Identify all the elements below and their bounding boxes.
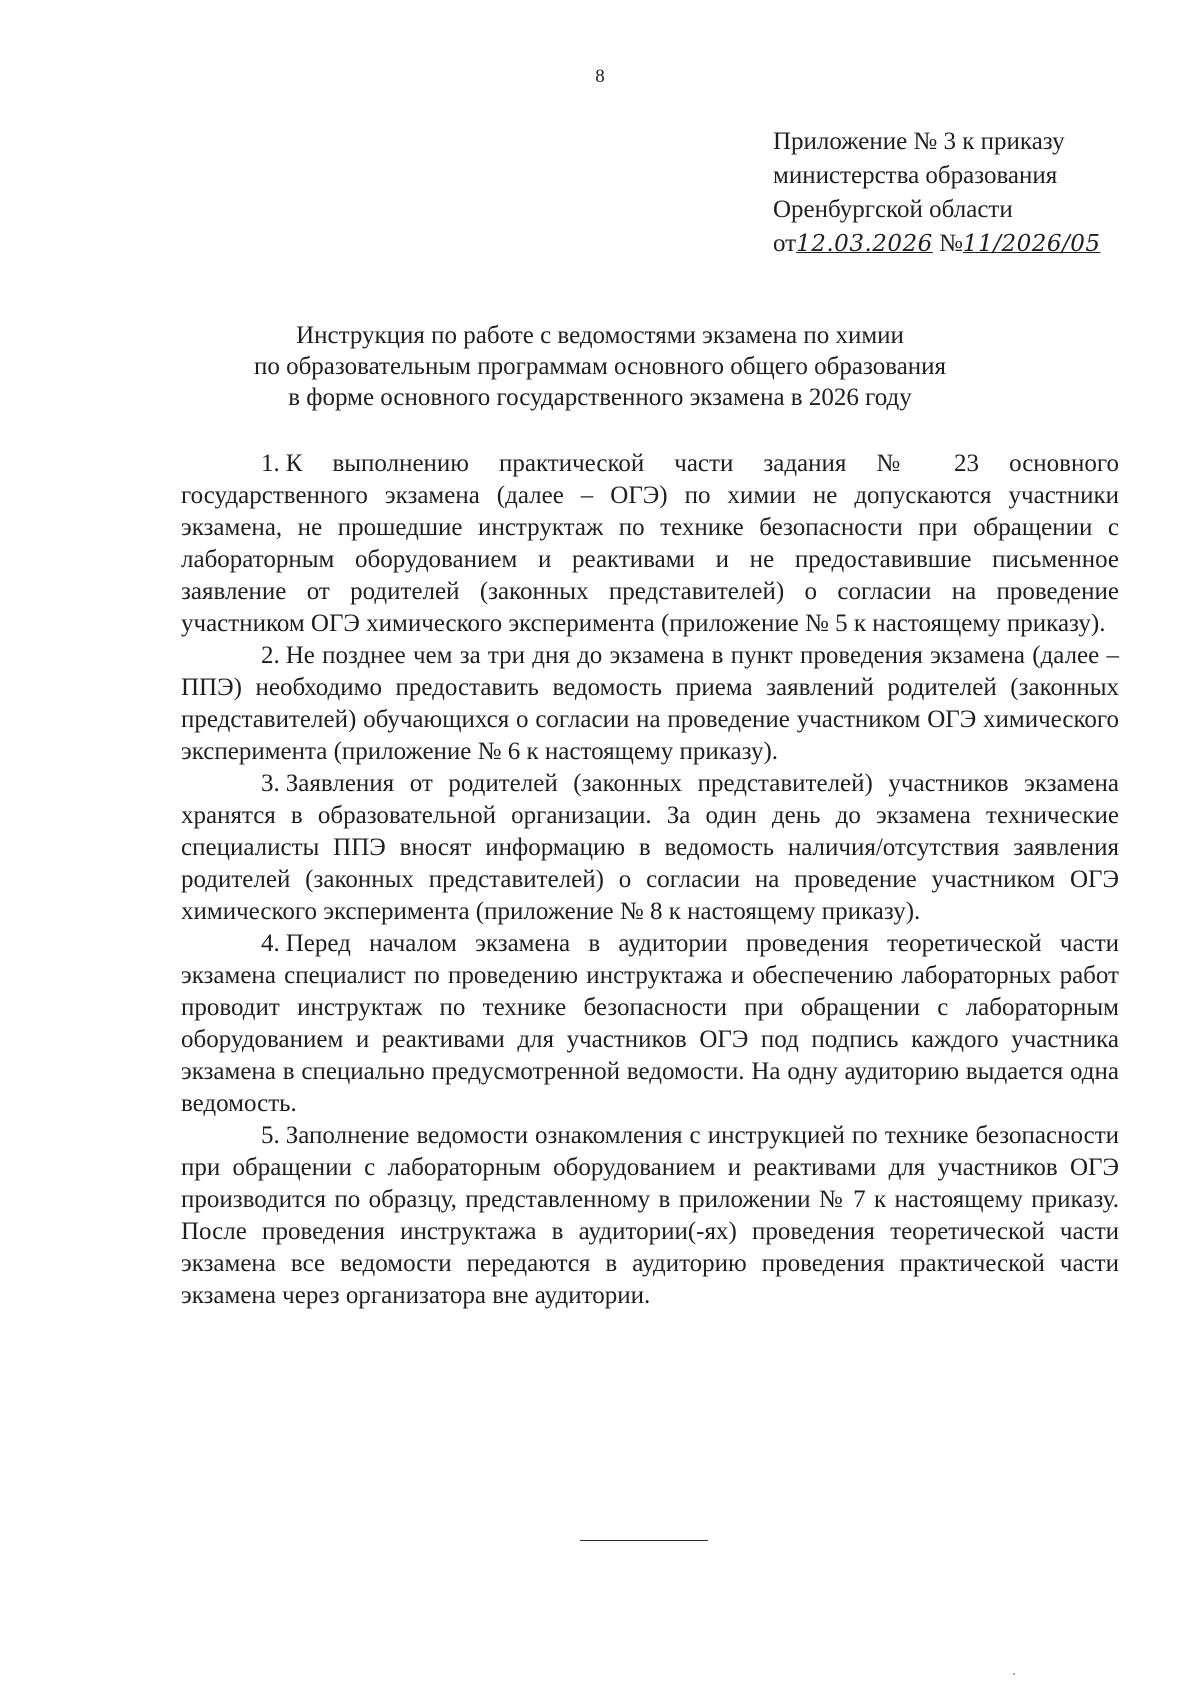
number-label: №	[939, 230, 963, 257]
document-body	[181, 448, 1119, 1312]
paragraph-number: 4.	[261, 930, 280, 957]
paragraph-number: 5.	[261, 1122, 280, 1149]
paragraph-text: Заявления от родителей (законных представителей) участников экзамена хранятся в образовательной организации. За один день до экзамена технические специалисты ППЭ вносят информацию в ведомость наличия/отсутствия заявления родителей (законных представителей) о согласии на проведение участником ОГЭ химического эксперимента (приложение № 8 к настоящему приказу).	[181, 770, 1119, 925]
appendix-line-1: Приложение № 3 к приказу	[773, 128, 1065, 155]
appendix-line-2: министерства образования	[773, 162, 1058, 189]
title-line-2: по образовательным программам основного общего образования	[253, 353, 947, 380]
paragraph-text: Перед началом экзамена в аудитории проведения теоретической части экзамена специалист по проведению инструктажа и обеспечению лабораторных работ проводит инструктаж по технике безопасности при обращении с лабораторным оборудованием и реактивами для участников ОГЭ под подпись каждого участника экзамена в специально предусмотренной ведомости. На одну аудиторию выдается одна ведомость.	[181, 930, 1119, 1117]
paragraph-3	[181, 768, 1119, 928]
paragraph-number: 1.	[261, 450, 280, 477]
paragraph-text: Не позднее чем за три дня до экзамена в пункт проведения экзамена (далее – ППЭ) необходимо предоставить ведомость приема заявлений родителей (законных представителей) обучающихся о согласии на проведение участником ОГЭ химического эксперимента (приложение № 6 к настоящему приказу).	[181, 642, 1119, 765]
paragraph-2	[181, 640, 1119, 768]
appendix-date-number-line	[773, 227, 1101, 261]
handwritten-date: 12.03.2026	[796, 231, 933, 257]
title-line-3: в форме основного государственного экзамена в 2026 году	[288, 384, 912, 411]
paragraph-number: 3.	[261, 770, 280, 797]
end-separator-line	[580, 1540, 708, 1541]
paragraph-4	[181, 928, 1119, 1120]
scan-speck	[1013, 1673, 1015, 1675]
paragraph-1	[181, 448, 1119, 640]
page-number: 8	[595, 66, 605, 87]
paragraph-text: Заполнение ведомости ознакомления с инструкцией по технике безопасности при обращении с лабораторным оборудованием и реактивами для участников ОГЭ производится по образцу, представленному в приложении № 7 к настоящему приказу. После проведения инструктажа в аудитории(-ях) проведения теоретической части экзамена все ведомости передаются в аудиторию проведения практической части экзамена через организатора вне аудитории.	[181, 1122, 1119, 1309]
title-line-1: Инструкция по работе с ведомостями экзамена по химии	[296, 322, 904, 349]
paragraph-number: 2.	[261, 642, 280, 669]
paragraph-text: К выполнению практической части задания № 23 основного государственного экзамена (далее – ОГЭ) по химии не допускаются участники экзамена, не прошедшие инструктаж по технике безопасности при обращении с лабораторным оборудованием и реактивами и не предоставившие письменное заявление от родителей (законных представителей) о согласии на проведение участником ОГЭ химического эксперимента (приложение № 5 к настоящему приказу).	[181, 450, 1119, 637]
appendix-line-3: Оренбургской области	[773, 196, 1013, 223]
handwritten-order-number: 11/2026/05	[962, 231, 1101, 257]
paragraph-5	[181, 1120, 1119, 1312]
appendix-block	[773, 125, 1101, 261]
from-label: от	[773, 230, 797, 257]
document-title	[0, 320, 1200, 413]
